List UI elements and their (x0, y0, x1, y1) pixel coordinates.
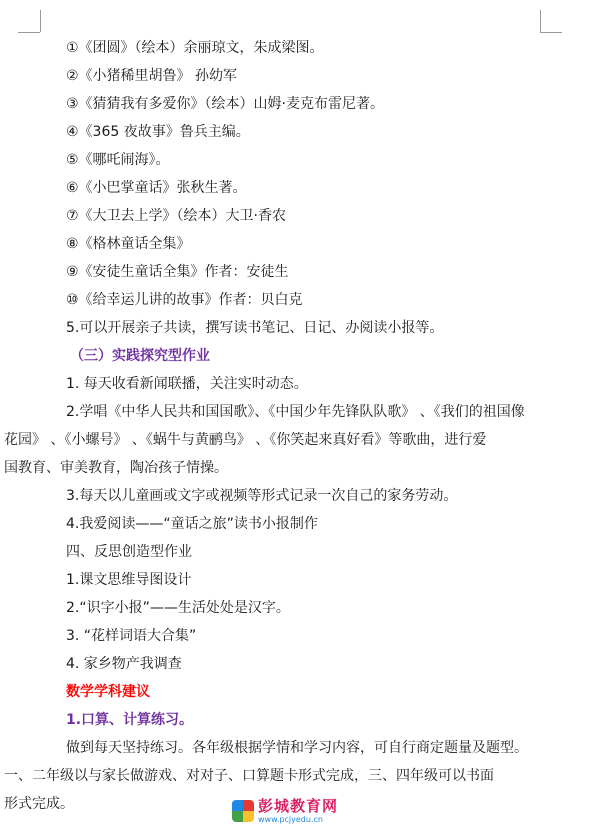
math-section-heading: 数学学科建议 (66, 684, 150, 700)
book-item-9: ⑨《安徒生童话全集》作者：安徒生 (66, 264, 289, 280)
practice-item-4: 4.我爱阅读——“童话之旅”读书小报制作 (66, 516, 318, 532)
book-item-8: ⑧《格林童话全集》 (66, 236, 191, 252)
book-item-3: ③《猜猜我有多爱你》（绘本）山姆·麦克布雷尼著。 (66, 96, 384, 112)
math-subsection-heading: 1.口算、计算练习。 (66, 712, 194, 728)
corner-mark-right-vertical (540, 10, 541, 32)
book-item-1: ①《团圆》（绘本）余丽琼文，朱成梁图。 (66, 40, 324, 56)
reflect-item-1: 1.课文思维导图设计 (66, 572, 192, 588)
corner-mark-left-horizontal (18, 32, 40, 33)
book-item-2: ②《小猪稀里胡鲁》 孙幼军 (66, 68, 238, 84)
reflect-item-4: 4. 家乡物产我调查 (66, 656, 182, 672)
reflect-item-2: 2.“识字小报”——生活处处是汉字。 (66, 600, 290, 616)
reflect-section-heading: 四、反思创造型作业 (66, 544, 192, 560)
math-paragraph-line-1: 做到每天坚持练习。各年级根据学情和学习内容，可自行商定题量及题型。 (66, 740, 528, 756)
book-item-4: ④《365 夜故事》鲁兵主编。 (66, 124, 250, 140)
corner-mark-right-horizontal (540, 32, 562, 33)
reflect-item-3: 3. “花样词语大合集” (66, 628, 197, 644)
math-paragraph-line-3: 形式完成。 (4, 796, 74, 812)
reading-suggestion-5: 5.可以开展亲子共读，撰写读书笔记、日记、办阅读小报等。 (66, 320, 444, 336)
logo-mark-icon (232, 800, 254, 822)
book-item-5: ⑤《哪吒闹海》。 (66, 152, 170, 168)
book-item-7: ⑦《大卫去上学》（绘本）大卫·香农 (66, 208, 287, 224)
practice-item-3: 3.每天以儿童画或文字或视频等形式记录一次自己的家务劳动。 (66, 488, 458, 504)
book-item-10: ⑩《给幸运儿讲的故事》作者：贝白克 (66, 292, 303, 308)
practice-item-2-line-2: 花园》 、《小螺号》 、《蜗牛与黄鹂鸟》 、《你笑起来真好看》等歌曲，进行爱 (4, 432, 487, 448)
site-logo (232, 796, 392, 826)
math-paragraph-line-2: 一、二年级以与家长做游戏、对对子、口算题卡形式完成，三、四年级可以书面 (4, 768, 494, 784)
logo-name: 彭城教育网 (258, 796, 339, 815)
practice-item-2-line-3: 国教育、审美教育，陶冶孩子情操。 (4, 460, 228, 476)
corner-mark-left-vertical (40, 10, 41, 32)
practice-item-1: 1. 每天收看新闻联播，关注实时动态。 (66, 376, 308, 392)
practice-item-2-line-1: 2.学唱《中华人民共和国国歌》、《中国少年先锋队队歌》 、《我们的祖国像 (66, 404, 525, 420)
logo-url: www.pcjyedu.cn (258, 814, 323, 824)
practice-section-heading: （三）实践探究型作业 (70, 348, 210, 364)
book-item-6: ⑥《小巴掌童话》张秋生著。 (66, 180, 247, 196)
document-body (4, 34, 556, 818)
